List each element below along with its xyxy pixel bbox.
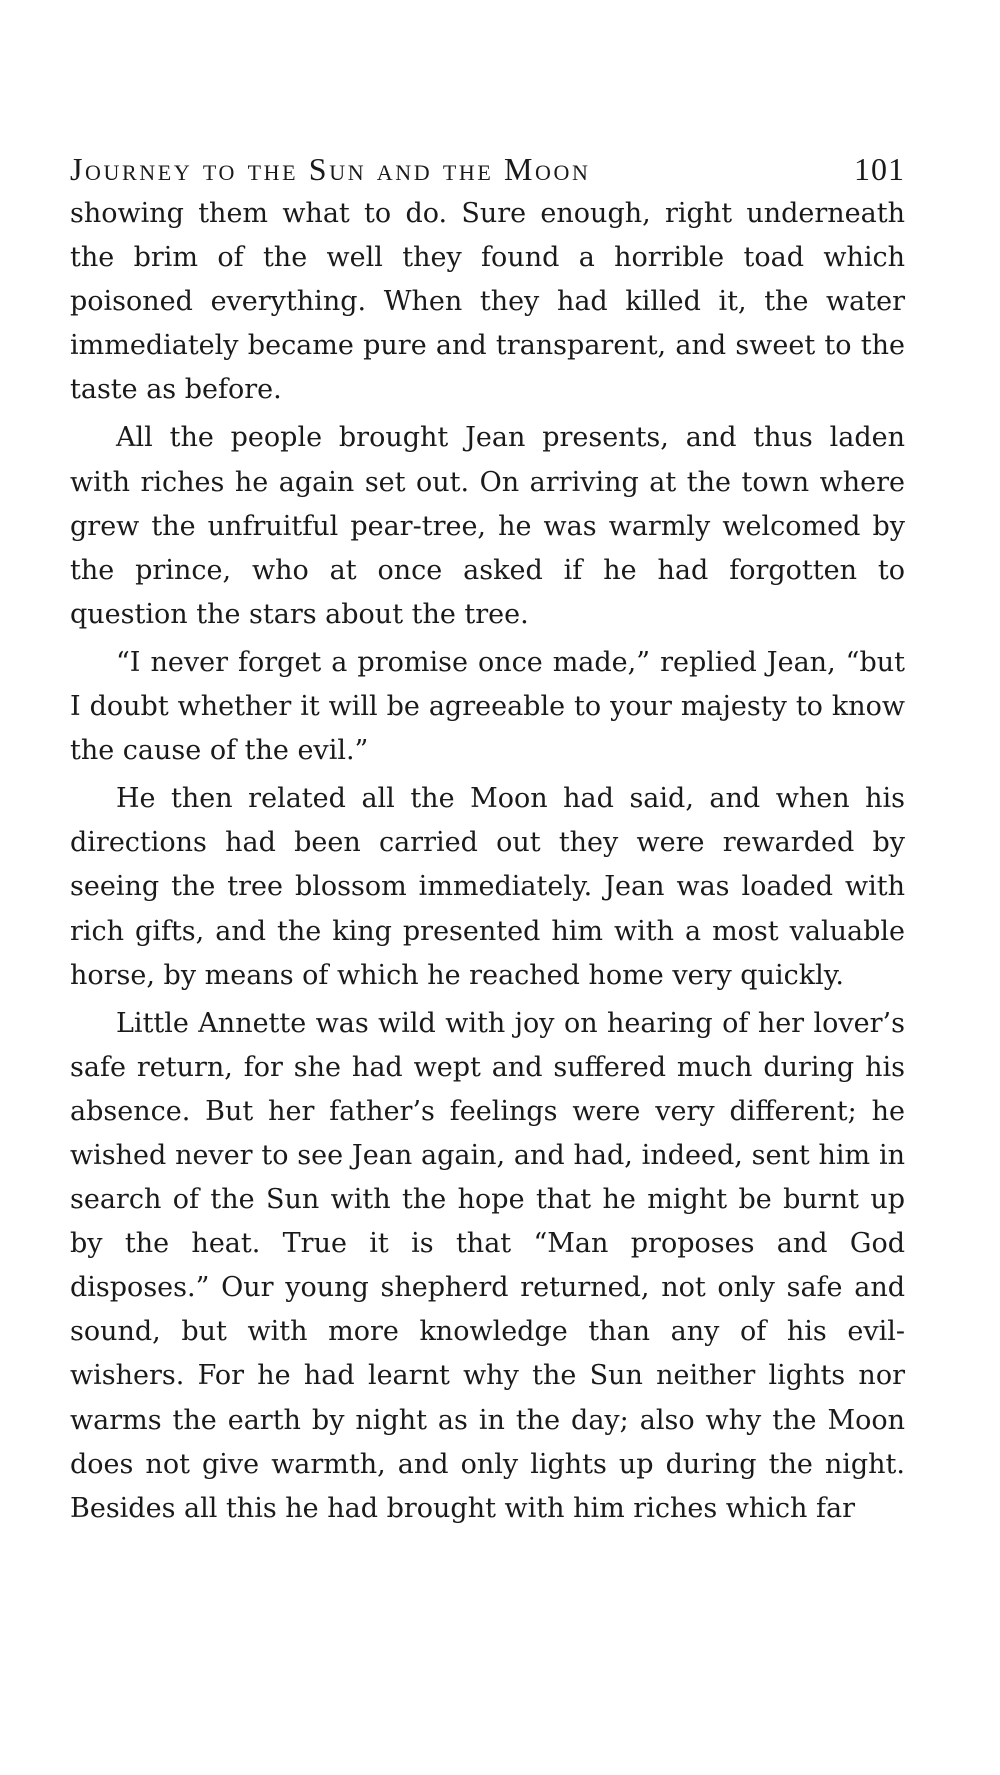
running-title: Journey to the Sun and the Moon (70, 151, 591, 187)
paragraph-1: showing them what to do. Sure enough, right underneath the brim of the well they found a horrible toad which poisoned everything. When they had killed it, the water immediately became pure and transparent, and sweet to the taste as before. (70, 198, 905, 406)
book-page (70, 146, 905, 1531)
page-number: 101 (854, 151, 905, 187)
paragraph-2: All the people brought Jean presents, and thus laden with riches he again set out. On arriving at the town where grew the unfruitful pear-tree, he was warmly welcomed by the prince, who at once asked if he had forgotten to question the stars about the tree. (70, 422, 905, 630)
body-text (70, 192, 905, 1531)
paragraph-3: “I never forget a promise once made,” replied Jean, “but I doubt whether it will be agreeable to your majesty to know the cause of the evil.” (70, 646, 905, 767)
paragraph-5: Little Annette was wild with joy on hearing of her lover’s safe return, for she had wept and suffered much during his absence. But her father’s feelings were very different; he wished never to see Jean again, and had, indeed, sent him in search of the Sun with the hope that he might be burnt up by the heat. True it is that “Man proposes and God disposes.” Our young shepherd returned, not only safe and sound, but with more knowledge than any of his evil-wishers. For he had learnt why the Sun neither lights nor warms the earth by night as in the day; also why the Moon does not give warmth, and only lights up during the night. Besides all this he had brought with him riches which far (70, 1007, 905, 1524)
paragraph-4: He then related all the Moon had said, and when his directions had been carried out they were rewarded by seeing the tree blossom immediately. Jean was loaded with rich gifts, and the king presented him with a most valuable horse, by means of which he reached home very quickly. (70, 783, 905, 991)
running-head (70, 146, 905, 192)
